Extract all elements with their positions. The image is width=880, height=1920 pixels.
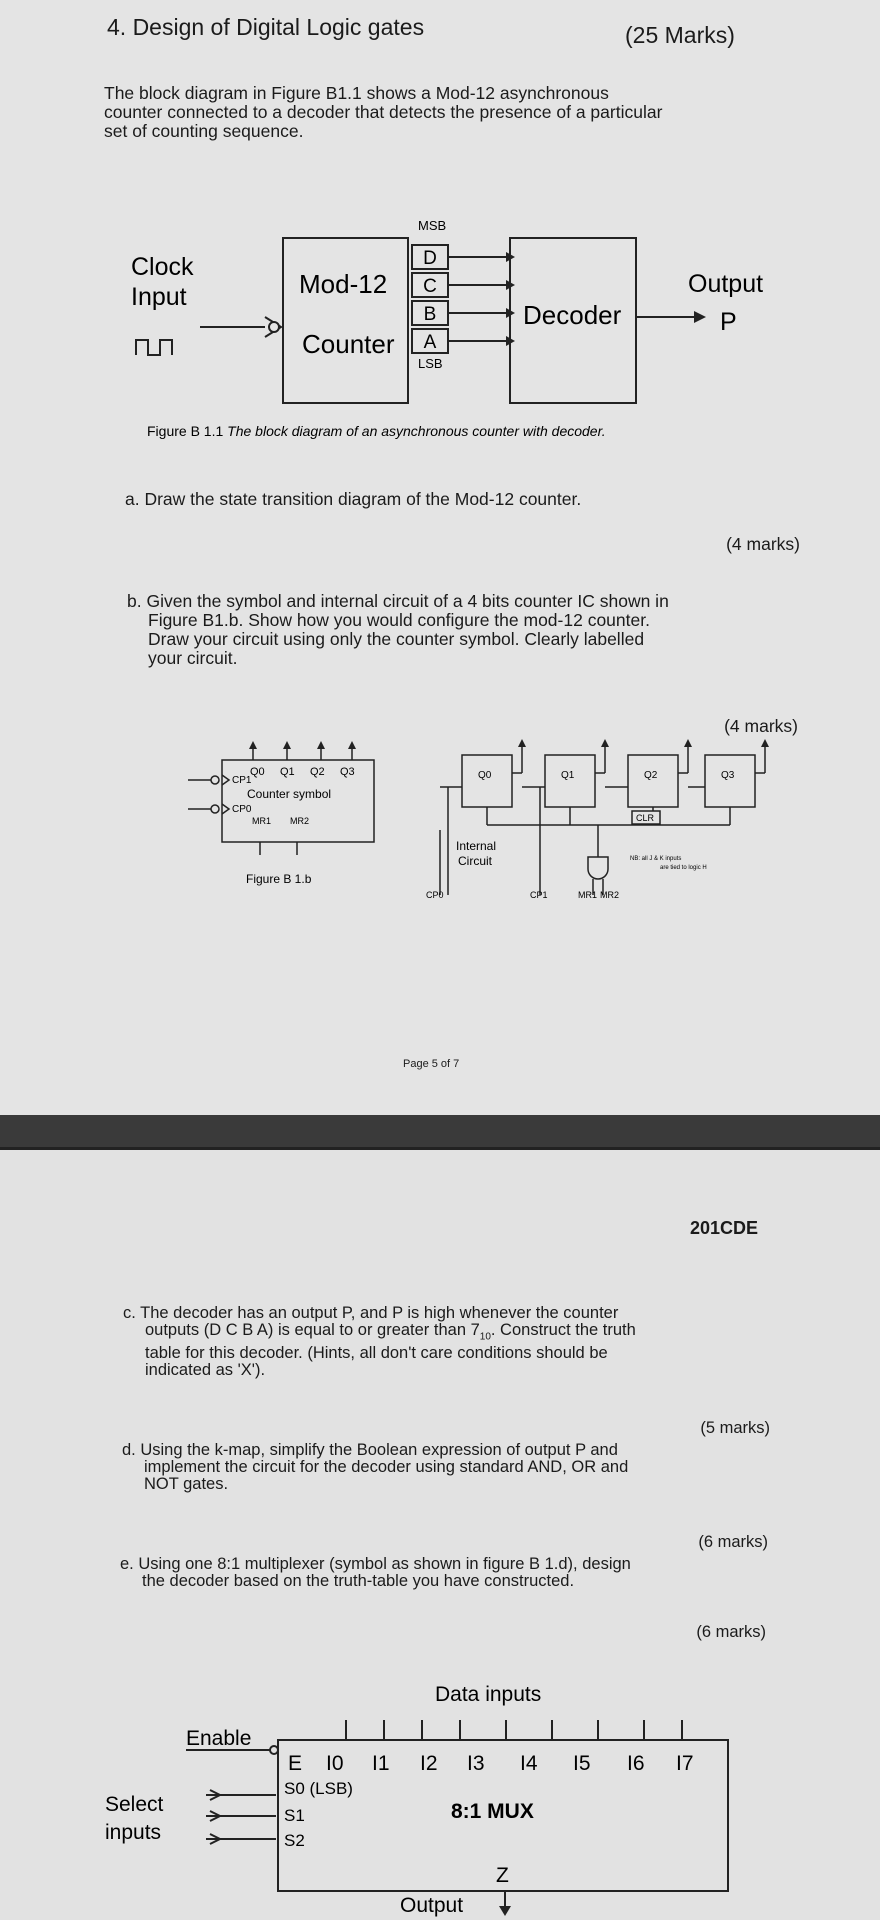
internal-mr1-label: MR1 [578,890,598,900]
pin-e-label: E [288,1752,303,1775]
question-c-line: outputs (D C B A) is equal to or greater than $7_{10}$. Construct the truth [145,1321,636,1343]
flipflop-q2 [628,755,678,807]
circuit-label: Circuit [458,854,493,868]
mux-name-label: 8:1 MUX [451,1800,534,1823]
figure-b1-b [0,735,880,915]
question-c-marks: (5 marks) [700,1419,770,1437]
mod12-counter-block [283,238,408,403]
mux-output-arrow-icon [499,1906,511,1916]
pin-i1-label: I1 [372,1752,390,1775]
question-b-line: Draw your circuit using only the counter symbol. Clearly labelled [148,629,645,649]
symbol-cp1-label: CP1 [232,775,252,786]
pin-i2-label: I2 [420,1752,438,1775]
symbol-q1-label: Q1 [280,766,295,778]
enable-label: Enable [186,1727,252,1750]
decoder-label: Decoder [523,300,622,330]
question-c-line: indicated as 'X'). [145,1361,266,1380]
nb-note-line1: NB: all J & K inputs [630,856,682,862]
question-c-line: table for this decoder. (Hints, all don't care conditions should be [145,1344,608,1363]
bit-a-label: A [423,332,437,353]
flipflop-q0 [462,755,512,807]
question-d [122,1442,822,1493]
ff-q0-label: Q0 [478,770,492,781]
question-d-line: NOT gates. [144,1475,229,1493]
mux-figure [0,1650,880,1920]
symbol-mr1-label: MR1 [252,816,272,826]
mux-z-label: Z [496,1864,509,1887]
symbol-mr2-label: MR2 [290,816,310,826]
symbol-q3-label: Q3 [340,766,355,778]
question-e-line: e. Using one 8:1 multiplexer (symbol as shown in figure B 1.d), design [120,1555,631,1573]
question-a: a. Draw the state transition diagram of the Mod-12 counter. [125,489,582,509]
mux-output-label: Output [400,1894,464,1917]
bit-b-label: B [423,304,437,325]
counter-symbol-label: Counter symbol [247,787,332,801]
question-b-line: Figure B1.b. Show how you would configure the mod-12 counter. [148,610,650,630]
clock-label: Clock [131,253,194,281]
internal-label: Internal [456,839,497,853]
msb-label: MSB [418,218,447,233]
course-code: 201CDE [690,1218,759,1238]
question-b-line: your circuit. [148,648,238,668]
pin-i0-label: I0 [326,1752,344,1775]
intro-paragraph [104,84,824,141]
question-a-marks: (4 marks) [726,534,800,554]
select-s1-label: S1 [284,1806,305,1825]
pin-i3-label: I3 [467,1752,485,1775]
question-d-line: implement the circuit for the decoder using standard AND, OR and [144,1458,629,1476]
symbol-cp0-label: CP0 [232,804,252,815]
select-label: Select [105,1793,164,1816]
output-label: Output [688,270,764,298]
symbol-q2-label: Q2 [310,766,325,778]
question-d-line: d. Using the k-map, simplify the Boolean expression of output P and [122,1441,618,1459]
select-s2-label: S2 [284,1831,305,1850]
symbol-q0-label: Q0 [250,766,265,778]
pin-i5-label: I5 [573,1752,591,1775]
question-e-line: the decoder based on the truth-table you have constructed. [142,1572,575,1590]
nand-gate [588,857,608,879]
figure-b1-1-block-diagram [0,205,880,445]
question-d-marks: (6 marks) [698,1533,768,1551]
intro-line: counter connected to a decoder that detects the presence of a particular [104,102,663,122]
input-label: Input [131,283,187,311]
ff-q3-label: Q3 [721,770,735,781]
bit-d-label: D [423,248,437,269]
output-arrow-icon [694,311,706,323]
internal-cp1-label: CP1 [530,890,548,900]
lsb-label: LSB [418,356,443,371]
question-b [127,592,827,668]
output-p-label: P [720,308,737,336]
inputs-label: inputs [105,1821,162,1844]
pin-i6-label: I6 [627,1752,645,1775]
ff-q2-label: Q2 [644,770,658,781]
question-c-line: c. The decoder has an output P, and P is high whenever the counter [123,1304,619,1322]
data-inputs-label: Data inputs [435,1683,542,1706]
internal-mr2-label: MR2 [600,890,620,900]
question-b-line: b. Given the symbol and internal circuit of a 4 bits counter IC shown in [127,591,669,611]
select-s0-label: S0 (LSB) [284,1779,353,1798]
clock-pulse-icon [136,340,172,355]
bit-c-label: C [423,276,437,297]
question-c [123,1305,823,1379]
pin-i4-label: I4 [520,1752,538,1775]
figure-b1-1-caption: Figure B 1.1 The block diagram of an asynchronous counter with decoder. [147,423,606,439]
pin-i7-label: I7 [676,1752,694,1775]
question-e-marks: (6 marks) [696,1623,766,1641]
question-total-marks: (25 Marks) [625,22,735,48]
counter-label-top: Mod-12 [299,269,388,299]
counter-label-bottom: Counter [302,329,395,359]
internal-cp0-label: CP0 [426,890,444,900]
figure-b1-b-caption: Figure B 1.b [246,872,312,886]
question-e [120,1556,820,1590]
question-heading: 4. Design of Digital Logic gates [107,14,425,40]
clr-label: CLR [636,813,655,823]
flipflop-q1 [545,755,595,807]
page-number: Page 5 of 7 [403,1058,460,1070]
nb-note-line2: are tied to logic H [660,865,707,871]
intro-line: The block diagram in Figure B1.1 shows a Mod-12 asynchronous [104,83,609,103]
ff-q1-label: Q1 [561,770,575,781]
page-gap [0,1115,880,1150]
intro-line: set of counting sequence. [104,121,304,141]
question-b-marks: (4 marks) [724,716,798,736]
flipflop-q3 [705,755,755,807]
